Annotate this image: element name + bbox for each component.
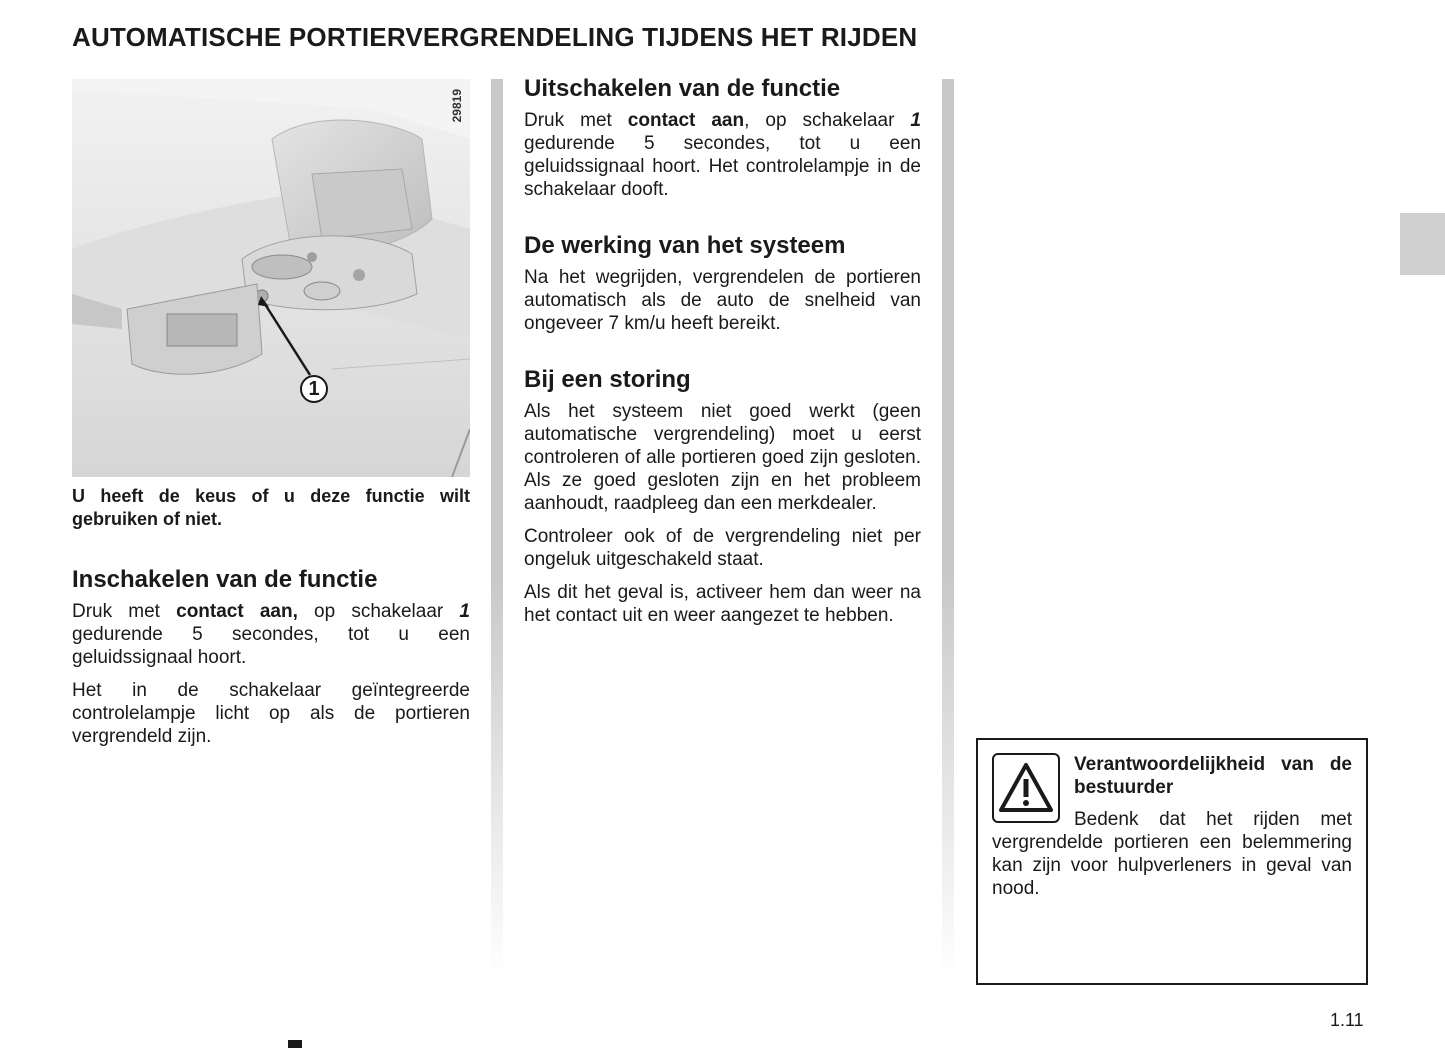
- crop-mark: [288, 1040, 302, 1048]
- callout-1: [300, 375, 328, 403]
- paragraph-inschakelen-2: Het in de schakelaar geïntegreerde controlelampje licht op als de portieren vergrendeld zijn.: [72, 680, 470, 747]
- section-uitschakelen: [524, 74, 921, 201]
- warning-text: Bedenk dat het rijden met vergrendelde portieren een belemmering kan zijn voor hulpverleners in geval van nood.: [992, 809, 1352, 899]
- paragraph-storing-1: Als het systeem niet goed werkt (geen automatische vergrendeling) moet u eerst controleren of alle portieren goed zijn gesloten. Als ze goed gesloten zijn en het probleem aanhoudt, raadpleeg dan een merkdealer.: [524, 401, 921, 514]
- left-column: [72, 79, 470, 748]
- callout-label: 1: [308, 377, 320, 400]
- column-divider-right: [942, 79, 954, 979]
- heading-uitschakelen: Uitschakelen van de functie: [524, 75, 841, 102]
- section-storing: [524, 365, 921, 627]
- chapter-tab: [1400, 213, 1445, 275]
- paragraph-inschakelen-1: Druk met contact aan, op schakelaar 1 gedurende 5 secondes, tot u een geluidssignaal hoort.: [72, 601, 470, 668]
- figure-caption: U heeft de keus of u deze functie wilt gebruiken of niet.: [72, 486, 470, 529]
- column-divider-left: [491, 79, 503, 979]
- page-title: AUTOMATISCHE PORTIERVERGRENDELING TIJDENS HET RIJDEN: [72, 22, 918, 52]
- section-werking: [524, 231, 921, 335]
- warning-triangle-icon: [992, 753, 1060, 823]
- paragraph-storing-2: Controleer ook of de vergrendeling niet per ongeluk uitgeschakeld staat.: [524, 526, 921, 570]
- middle-column: [524, 74, 921, 627]
- heading-storing: Bij een storing: [524, 366, 691, 393]
- heading-inschakelen: Inschakelen van de functie: [72, 566, 378, 593]
- paragraph-werking-1: Na het wegrijden, vergrendelen de portieren automatisch als de auto de snelheid van ongeveer 7 km/u heeft bereikt.: [524, 267, 921, 334]
- page-number: 1.11: [1330, 1010, 1364, 1030]
- paragraph-storing-3: Als dit het geval is, activeer hem dan weer na het contact uit en weer aangezet te hebben.: [524, 582, 921, 626]
- heading-werking: De werking van het systeem: [524, 232, 846, 259]
- overhead-console-drawing: [72, 79, 470, 477]
- warning-title: Verantwoordelijkheid van de bestuurder: [1074, 754, 1352, 798]
- overhead-console-illustration: [72, 79, 470, 477]
- paragraph-uitschakelen-1: Druk met contact aan, op schakelaar 1 gedurende 5 secondes, tot u een geluidssignaal hoort. Het controlelampje in de schakelaar dooft.: [524, 110, 921, 200]
- figure-number: 29819: [450, 89, 464, 123]
- warning-box: [976, 738, 1368, 985]
